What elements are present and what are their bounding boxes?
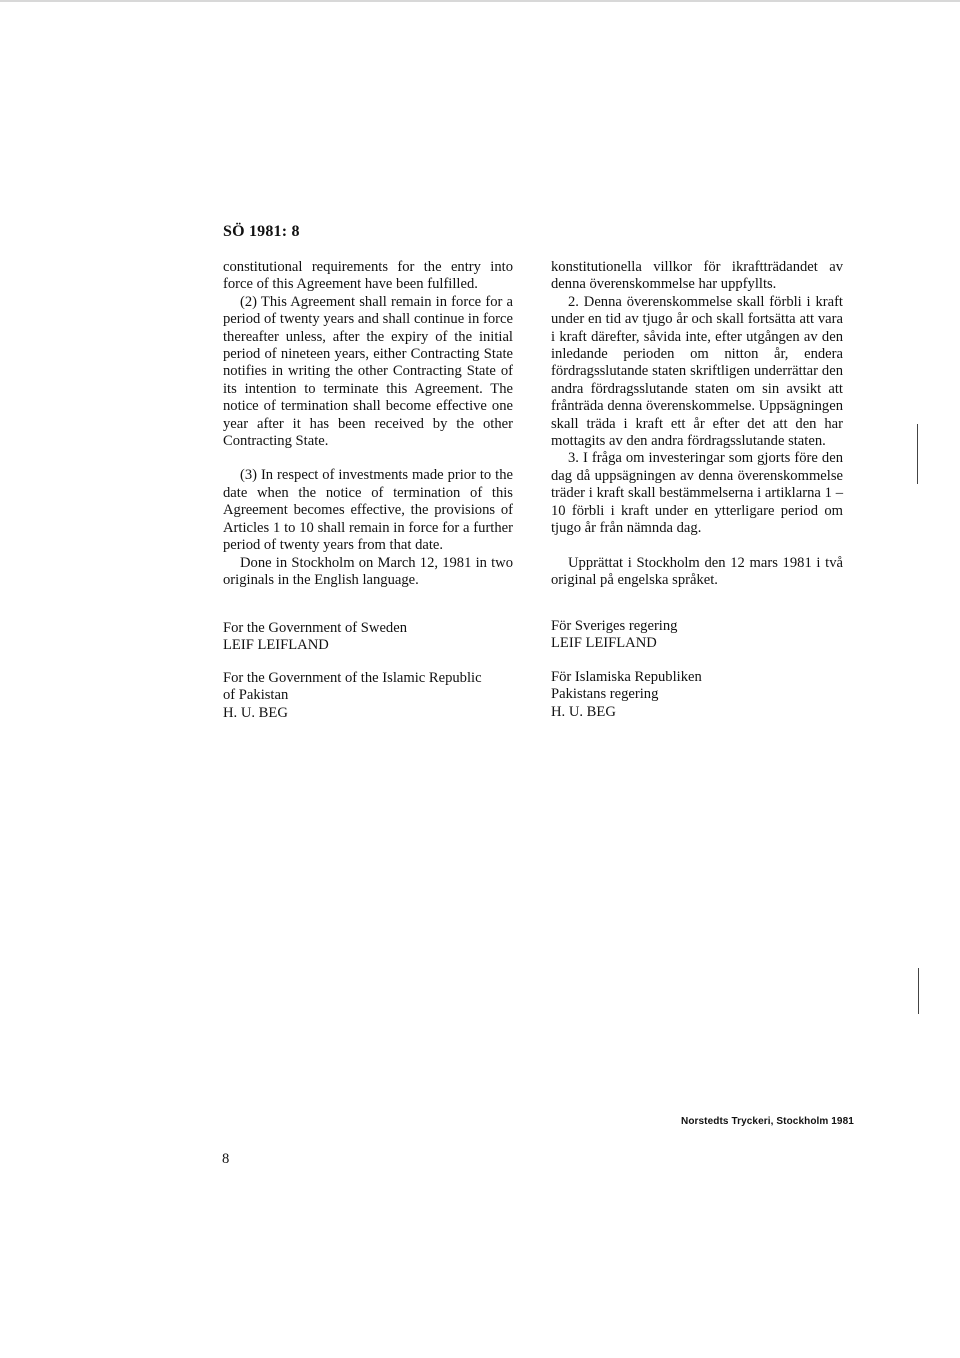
signatory-for-line: För Sveriges regering: [551, 618, 678, 634]
document-reference: SÖ 1981: 8: [223, 223, 300, 240]
signatory-for-line-2: of Pakistan: [223, 687, 289, 704]
signatory-for-line: For the Government of Sweden: [223, 620, 408, 636]
scan-edge: [0, 0, 960, 2]
swedish-done-statement: Upprättat i Stockholm den 12 mars 1981 i två original på engelska språket.: [551, 554, 843, 588]
signatory-name: H. U. BEG: [551, 703, 616, 720]
signatory-name: H. U. BEG: [223, 704, 288, 721]
printer-imprint: Norstedts Tryckeri, Stockholm 1981: [681, 1116, 854, 1127]
english-signature-sweden: [223, 620, 407, 655]
swedish-paragraph-2: 2. Denna överenskommelse skall förbli i kraft under en tid av tjugo år och skall fortsätta att vara i kraft därefter, såvida inte, efter utgången av den inledande perioden om nitton år, endera fördragsslutande staten skriftligen underrättar den andra fördragsslutande staten om sin avsikt att frånträda denna överenskommelse. Uppsägningen skall träda i kraft ett år efter det att den har mottagits av den andra fördragsslutande staten.: [551, 293, 843, 450]
swedish-text-column: [551, 259, 843, 589]
signatory-for-line: För Islamiska Republiken: [551, 669, 702, 685]
signatory-name: LEIF LEIFLAND: [551, 635, 657, 652]
swedish-signature-pakistan: [551, 669, 702, 721]
english-signature-pakistan: [223, 670, 482, 722]
page-number: 8: [222, 1151, 230, 1167]
english-paragraph-continuation: constitutional requirements for the entry into force of this Agreement have been fulfilled.: [223, 259, 513, 293]
signatory-for-line-2: Pakistans regering: [551, 686, 659, 703]
english-text-column: [223, 259, 513, 589]
english-done-statement: Done in Stockholm on March 12, 1981 in two originals in the English language.: [223, 554, 513, 588]
scan-artifact-mark: [917, 424, 918, 484]
english-paragraph-3: (3) In respect of investments made prior to the date when the notice of termination of this Agreement becomes effective, the provisions of Articles 1 to 10 shall remain in force for a further period of twenty years from that date.: [223, 467, 513, 554]
signatory-for-line: For the Government of the Islamic Republic: [223, 670, 482, 686]
scan-artifact-mark: [918, 968, 919, 1014]
swedish-signature-sweden: [551, 618, 677, 653]
swedish-paragraph-3: 3. I fråga om investeringar som gjorts före den dag då uppsägningen av denna överenskommelse träder i kraft skall bestämmelserna i artiklarna 1 – 10 förbli i kraft under en ytterligare period om tjugo år från nämnda dag.: [551, 450, 843, 537]
signatory-name: LEIF LEIFLAND: [223, 637, 329, 654]
swedish-paragraph-continuation: konstitutionella villkor för ikraftträdandet av denna överenskommelse har uppfyllts.: [551, 259, 843, 293]
english-paragraph-2: (2) This Agreement shall remain in force for a period of twenty years and shall continue in force thereafter unless, after the expiry of the initial period of nineteen years, either Contracting State notifies in writing the other Contracting State of its intention to terminate this Agreement. The notice of termination shall become effective one year after it has been received by the other Contracting State.: [223, 293, 513, 450]
